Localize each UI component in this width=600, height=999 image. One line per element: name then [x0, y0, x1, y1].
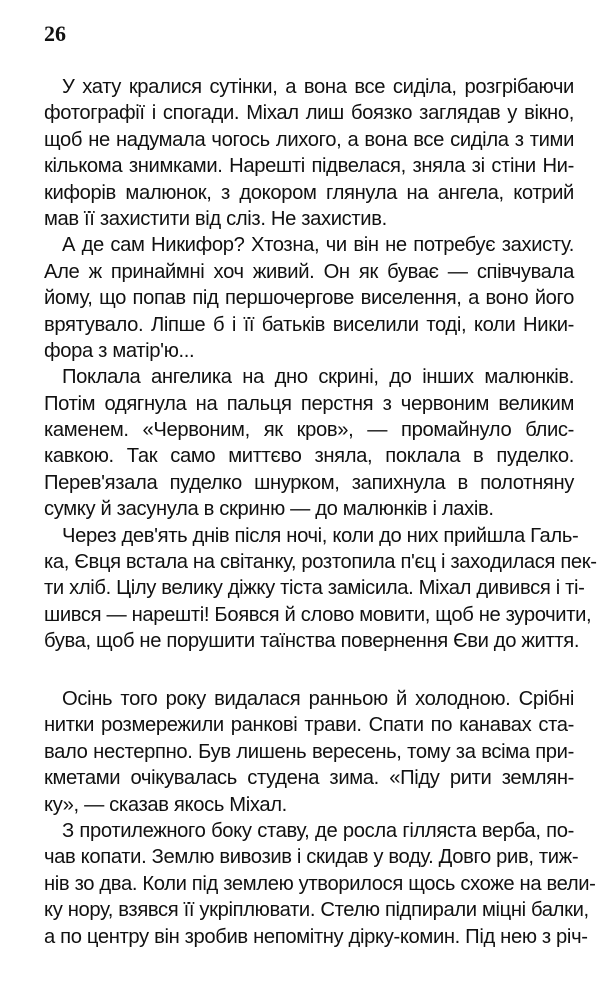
text-line: Поклала ангелика на дно скрині, до інших малюнків. — [62, 366, 574, 389]
text-line: ку нору, взявся її укріплювати. Стелю підпирали міцні балки, — [44, 899, 589, 922]
text-line: нитки розмережили ранкові трави. Спати по канавах ста- — [44, 714, 574, 737]
text-line: ка, Євця встала на світанку, розтопила п'єц і заходилася пек- — [44, 551, 597, 574]
text-line: ку», — сказав якось Міхал. — [44, 793, 287, 816]
text-line: кметами очікувалась студена зима. «Піду рити землян- — [44, 767, 574, 790]
text-line: А де сам Никифор? Хтозна, чи він не потребує захисту. — [62, 234, 574, 257]
text-line: чав копати. Землю вивозив і скидав у воду. Довго рив, тиж- — [44, 846, 579, 869]
text-line: кифорів малюнок, з докором глянула на ангела, котрий — [44, 181, 574, 204]
text-line: бува, щоб не порушити таїнства повернення Єви до життя. — [44, 630, 580, 653]
text-line: Але ж принаймні хоч живий. Он як буває — співчувала — [44, 260, 574, 283]
text-line: Перев'язала пуделко шнурком, запихнула в полотняну — [44, 471, 574, 494]
text-line: сумку й засунула в скриню — до малюнків і лахів. — [44, 498, 494, 521]
text-line: Потім одягнула на пальця перстня з червоним великим — [44, 392, 574, 415]
text-line: шився — нарешті! Боявся й слово мовити, щоб не зурочити, — [44, 603, 592, 626]
text-line: У хату кралися сутінки, а вона все сиділа, розгрібаючи — [62, 76, 574, 98]
text-line: фотографії і спогади. Міхал лиш боязко заглядав у вікно, — [44, 102, 574, 125]
text-line: нів зо два. Коли під землею утворилося щось схоже на вели- — [44, 872, 596, 895]
text-line: ти хліб. Цілу велику діжку тіста замісила. Міхал дивився і ті- — [44, 577, 585, 600]
text-line: йому, що попав під першочергове виселення, а воно його — [44, 287, 574, 310]
text-line: вало нестерпно. Був лишень вересень, тому за всіма при- — [44, 740, 574, 763]
page-number: 26 — [44, 21, 66, 46]
text-line: Осінь того року видалася ранньою й холодною. Срібні — [62, 688, 574, 710]
text-line: мав її захистити від сліз. Не захистив. — [44, 207, 387, 230]
text-line: фора з матір'ю... — [44, 339, 195, 362]
text-line: щоб не надумала чогось лихого, а вона все сиділа з тими — [44, 128, 574, 151]
text-section-1 — [44, 74, 597, 655]
text-line: З протилежного боку ставу, де росла гілляста верба, по- — [62, 819, 574, 842]
text-section-2 — [44, 686, 596, 950]
text-line: а по центру він зробив непомітну дірку-комин. Під нею з річ- — [44, 925, 588, 948]
text-line: каменем. «Червоним, як кров», — промайнуло блис- — [44, 419, 574, 442]
text-line: Через дев'ять днів після ночі, коли до них прийшла Галь- — [62, 524, 579, 547]
text-line: кавкою. Так само миттєво зняла, поклала в пуделко. — [44, 445, 574, 468]
text-line: врятувало. Ліпше б і її батьків виселили тоді, коли Ники- — [44, 313, 574, 336]
text-line: кількома знимками. Нарешті підвелася, зняла зі стіни Ни- — [44, 155, 574, 178]
